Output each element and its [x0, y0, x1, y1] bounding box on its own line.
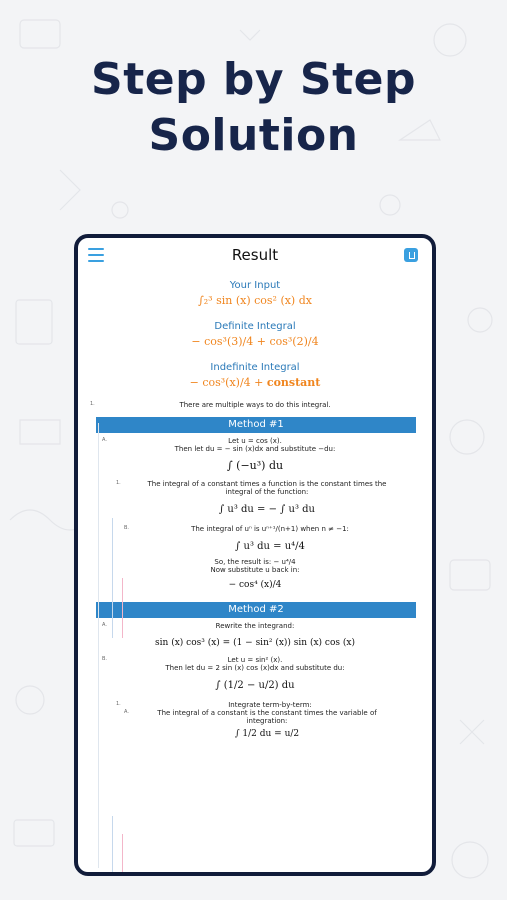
headline-line-1: Step by Step — [91, 54, 416, 105]
page-headline — [0, 52, 507, 164]
step-indent-line — [122, 834, 123, 872]
step-math: ∫ u³ du = u⁴/4 — [235, 541, 305, 552]
step-text: Integrate term-by-term: — [228, 701, 312, 709]
share-icon[interactable] — [404, 248, 418, 262]
step-math: sin (x) cos³ (x) = (1 − sin² (x)) sin (x) cos (x) — [155, 638, 355, 648]
step-text: The integral of uⁿ is uⁿ⁺¹/(n+1) when n ≠ −1: — [191, 525, 349, 533]
method-2-step-b — [78, 656, 432, 691]
step-indent-line — [98, 423, 99, 868]
indefinite-expr-constant: constant — [266, 376, 321, 389]
indefinite-integral-expression — [78, 376, 432, 389]
step-math: ∫ u³ du = − ∫ u³ du — [218, 504, 315, 515]
step-text: Then let du = 2 sin (x) cos (x)dx and substitute du: — [165, 664, 345, 672]
your-input-label: Your Input — [229, 280, 281, 291]
method-1-substep-b — [78, 525, 432, 552]
step-math: − cos⁴ (x)/4 — [228, 580, 282, 590]
device-frame — [74, 234, 436, 876]
step-indent-line — [122, 578, 123, 638]
step-indent-line — [112, 518, 113, 638]
method-1-result — [78, 558, 432, 590]
step-row — [78, 401, 432, 413]
step-text: The integral of a constant times a function is the constant times the — [147, 480, 387, 488]
indefinite-expr-left: − cos³(x)/4 + — [189, 376, 267, 389]
step-number: A. — [102, 622, 107, 628]
step-text: Let u = sin² (x). — [227, 656, 283, 664]
step-number: A. — [102, 437, 107, 443]
definite-integral-label: Definite Integral — [214, 321, 296, 332]
step-number: 1. — [116, 480, 121, 486]
step-text: There are multiple ways to do this integral. — [179, 401, 331, 409]
step-math: ∫ (1/2 − u/2) du — [215, 680, 295, 691]
step-text: Then let du = − sin (x)dx and substitute −du: — [174, 445, 336, 453]
your-input-expression: ∫₂³ sin (x) cos² (x) dx — [198, 294, 312, 307]
method-1-substep-1 — [78, 480, 432, 515]
headline-line-2: Solution — [148, 110, 359, 161]
method-1-header: Method #1 — [96, 417, 416, 433]
indefinite-integral-label: Indefinite Integral — [210, 362, 300, 373]
screen-title: Result — [231, 246, 279, 264]
step-math: ∫ (−u³) du — [226, 459, 284, 472]
step-number: B. — [124, 525, 130, 531]
step-text: Now substitute u back in: — [210, 566, 300, 574]
step-number: 1. — [90, 401, 95, 407]
method-2-substep-1 — [78, 701, 432, 709]
step-text: Rewrite the integrand: — [215, 622, 295, 630]
step-math: ∫ 1/2 du = u/2 — [234, 729, 300, 739]
definite-integral-expression: − cos³(3)/4 + cos³(2)/4 — [191, 335, 319, 348]
app-top-bar — [78, 238, 432, 272]
method-1-step-a — [78, 437, 432, 472]
step-number: B. — [102, 656, 108, 662]
step-indent-line — [112, 816, 113, 872]
method-2-step-a — [78, 622, 432, 648]
step-number: 1. — [116, 701, 121, 707]
method-2-header: Method #2 — [96, 602, 416, 618]
method-2-substep-a — [78, 709, 432, 739]
solution-steps — [78, 401, 432, 739]
step-text: integration: — [246, 717, 288, 725]
step-number: A. — [124, 709, 129, 715]
step-text: integral of the function: — [225, 488, 309, 496]
step-text: So, the result is: − u⁴/4 — [214, 558, 296, 566]
step-text: Let u = cos (x). — [228, 437, 282, 445]
step-text: The integral of a constant is the constant times the variable of — [157, 709, 377, 717]
